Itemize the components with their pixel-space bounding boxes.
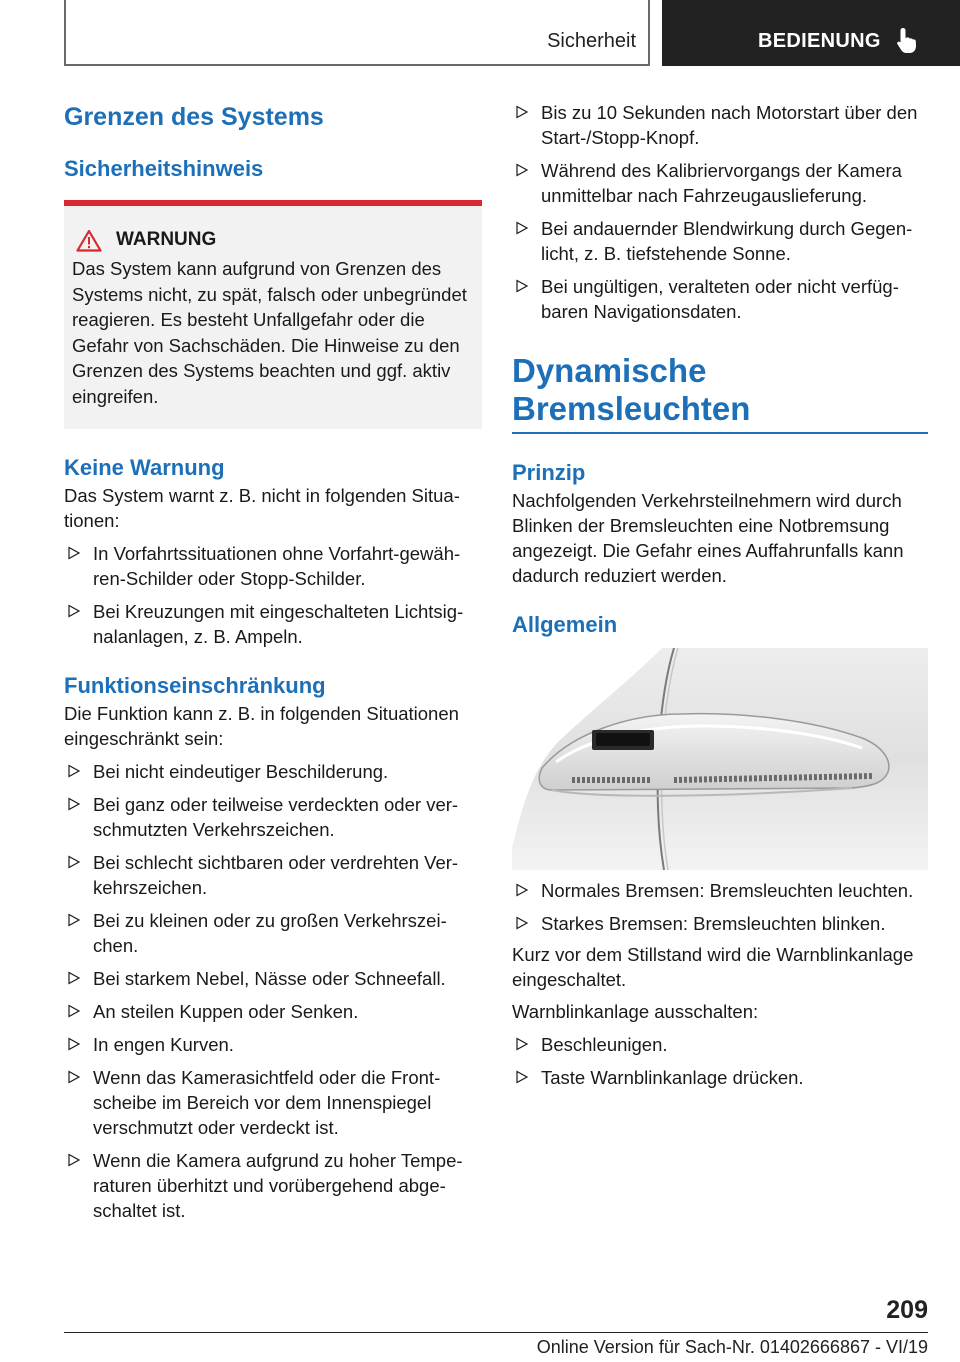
list-item: Bei nicht eindeutiger Beschilderung. — [64, 759, 482, 784]
brake-light-illustration — [512, 648, 928, 870]
left-column — [64, 100, 482, 1223]
list-item: Wenn die Kamera aufgrund zu hoher Temperaturen überhitzt und vorübergehend abgeschaltet ist. — [64, 1148, 482, 1223]
list-item: Bei ungültigen, veralteten oder nicht verfügbaren Navigationsdaten. — [512, 274, 928, 324]
triangle-bullet-icon — [68, 913, 80, 927]
chapter-label: BEDIENUNG — [758, 30, 881, 52]
section-label: Sicherheit — [547, 30, 636, 52]
triangle-bullet-icon — [516, 279, 528, 293]
restriction-list — [64, 759, 482, 1223]
chapter-title — [512, 352, 928, 428]
list-item: An steilen Kuppen oder Senken. — [64, 999, 482, 1024]
triangle-bullet-icon — [68, 604, 80, 618]
hazard-off-text: Warnblinkanlage ausschalten: — [512, 1001, 759, 1022]
principle-text: Nachfolgenden Verkehrsteilnehmern wird durch Blinken der Bremsleuchten eine Notbremsung angezeigt. Die Gefahr eines Auffahrunfalls kann dadurch reduziert werden. — [512, 490, 904, 586]
list-item: Bei ganz oder teilweise verdeckten oder verschmutzten Verkehrszeichen. — [64, 792, 482, 842]
triangle-bullet-icon — [516, 105, 528, 119]
page-header — [0, 0, 960, 66]
hazard-light-text: Kurz vor dem Stillstand wird die Warnblinkanlage eingeschaltet. — [512, 944, 914, 990]
list-item: Bis zu 10 Sekunden nach Motorstart über den Start-/Stopp-Knopf. — [512, 100, 928, 150]
list-item: Wenn das Kamerasichtfeld oder die Frontscheibe im Bereich vor dem Innenspiegel verschmutzt oder verdeckt ist. — [64, 1065, 482, 1140]
restriction-intro: Die Funktion kann z. B. in folgenden Situationen eingeschränkt sein: — [64, 703, 459, 749]
list-item: Bei schlecht sichtbaren oder verdrehten Verkehrszeichen. — [64, 850, 482, 900]
triangle-bullet-icon — [516, 883, 528, 897]
triangle-bullet-icon — [68, 1153, 80, 1167]
section-title: Grenzen des Systems — [64, 103, 324, 131]
list-item: Bei Kreuzungen mit eingeschalteten Lichtsignalanlagen, z. B. Ampeln. — [64, 599, 482, 649]
general-heading: Allgemein — [512, 612, 618, 637]
list-item: Beschleunigen. — [512, 1032, 928, 1057]
triangle-bullet-icon — [68, 764, 80, 778]
no-warning-heading: Keine Warnung — [64, 455, 225, 480]
triangle-bullet-icon — [68, 855, 80, 869]
triangle-bullet-icon — [516, 163, 528, 177]
safety-subtitle: Sicherheitshinweis — [64, 156, 264, 181]
warning-label: WARNUNG — [116, 229, 217, 250]
triangle-bullet-icon — [516, 1037, 528, 1051]
warning-header — [72, 228, 474, 252]
triangle-bullet-icon — [68, 1037, 80, 1051]
triangle-bullet-icon — [68, 797, 80, 811]
warning-box — [64, 200, 482, 429]
footer-note: Online Version für Sach-Nr. 01402666867 - VI/19 — [536, 1337, 928, 1357]
section-tab — [64, 0, 650, 66]
no-warning-list — [64, 541, 482, 649]
triangle-bullet-icon — [516, 916, 528, 930]
chapter-title-line-1: Dynamische — [512, 352, 707, 389]
list-item: Normales Bremsen: Bremsleuchten leuchten. — [512, 878, 928, 903]
list-item: Bei starkem Nebel, Nässe oder Schneefall. — [64, 966, 482, 991]
general-list — [512, 878, 928, 936]
triangle-bullet-icon — [68, 1004, 80, 1018]
list-item: Während des Kalibriervorgangs der Kamera unmittelbar nach Fahrzeugauslieferung. — [512, 158, 928, 208]
triangle-bullet-icon — [516, 221, 528, 235]
continued-list — [512, 100, 928, 324]
list-item: In engen Kurven. — [64, 1032, 482, 1057]
list-item: In Vorfahrtssituationen ohne Vorfahrt-gewähren-Schilder oder Stopp-Schilder. — [64, 541, 482, 591]
no-warning-intro: Das System warnt z. B. nicht in folgenden Situationen: — [64, 485, 460, 531]
warning-text: Das System kann aufgrund von Grenzen des Systems nicht, zu spät, falsch oder unbegründet reagieren. Es besteht Unfallgefahr oder die Gefahr von Sachschäden. Die Hinweise zu den Grenzen des Systems beachten und ggf. aktiv eingreifen. — [72, 258, 467, 407]
list-item: Starkes Bremsen: Bremsleuchten blinken. — [512, 911, 928, 936]
principle-heading: Prinzip — [512, 460, 586, 485]
page-number: 209 — [886, 1296, 928, 1324]
restriction-heading: Funktionseinschränkung — [64, 673, 326, 698]
chapter-title-line-2: Bremsleuchten — [512, 390, 751, 427]
warning-triangle-icon — [76, 229, 102, 252]
footer-rule — [64, 1332, 928, 1333]
list-item: Taste Warnblinkanlage drücken. — [512, 1065, 928, 1090]
list-item: Bei zu kleinen oder zu großen Verkehrszeichen. — [64, 908, 482, 958]
hazard-off-list — [512, 1032, 928, 1090]
triangle-bullet-icon — [516, 1070, 528, 1084]
chapter-title-rule — [512, 432, 928, 434]
triangle-bullet-icon — [68, 971, 80, 985]
pointing-hand-icon — [894, 26, 920, 54]
right-column — [512, 100, 928, 1090]
triangle-bullet-icon — [68, 1070, 80, 1084]
list-item: Bei andauernder Blendwirkung durch Gegenlicht, z. B. tiefstehende Sonne. — [512, 216, 928, 266]
triangle-bullet-icon — [68, 546, 80, 560]
